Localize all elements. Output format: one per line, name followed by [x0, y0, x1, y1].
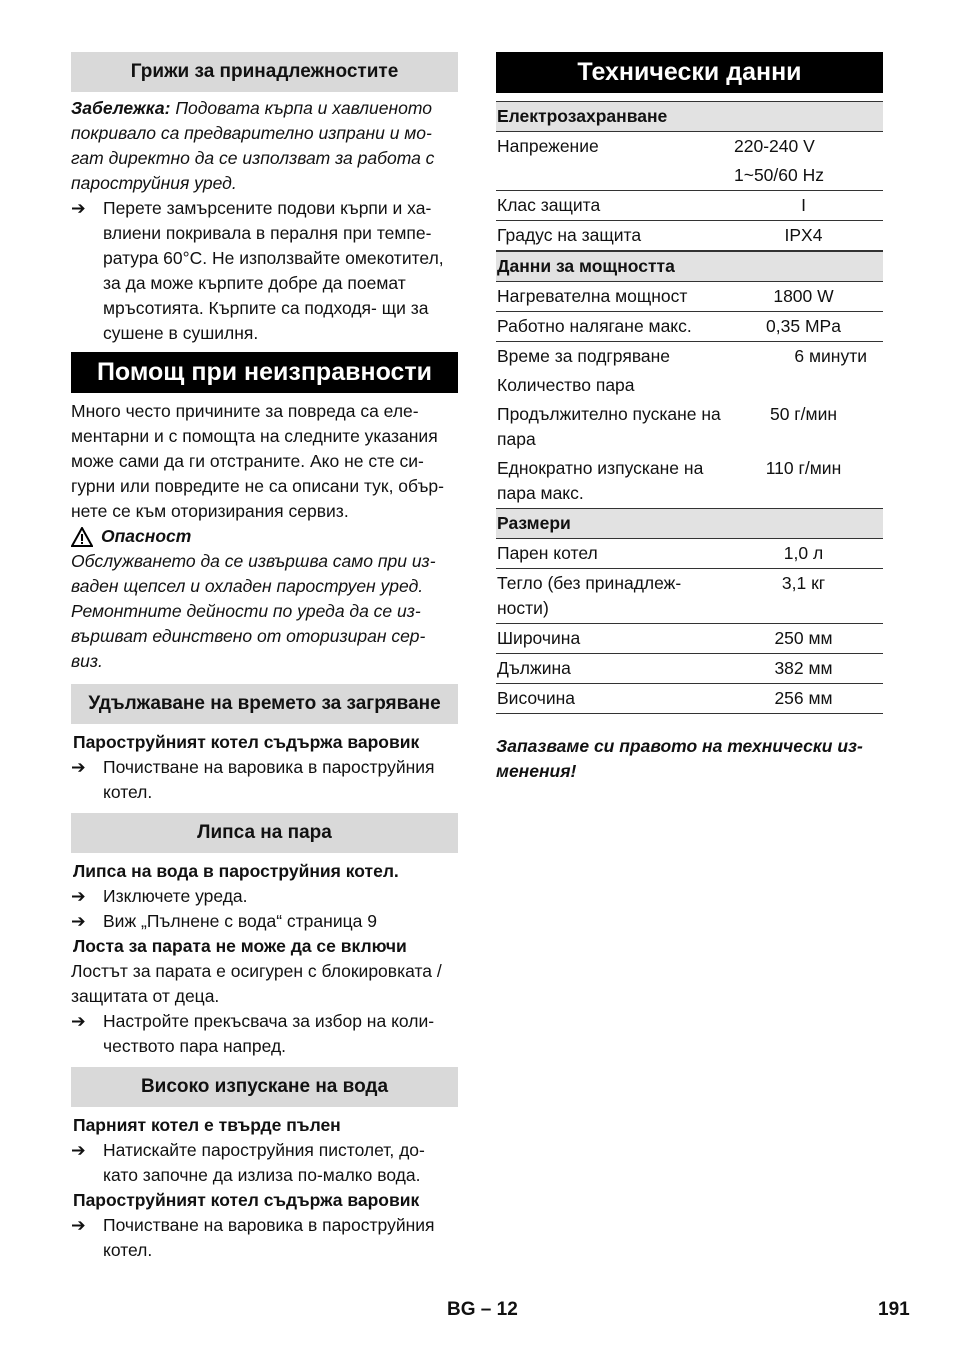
table-row: Количество пара: [497, 375, 635, 395]
nosteam-bullet-3: ➔ Настройте прекъсвача за избор на коли- чеството пара напред.: [71, 1009, 458, 1059]
table-row: 1~50/60 Hz: [496, 161, 883, 191]
nosteam-text: Лостът за парата е осигурен с блокировката / защитата от деца.: [71, 961, 442, 1006]
right-column: [496, 52, 883, 784]
water-heading: Високо изпускане на вода: [71, 1067, 458, 1107]
trouble-intro: Много често причините за повреда са еле- ментарни и с помощта на следните указания може сами да ги отстраните. Ако не сте си- гурни или повредите не са описани тук, обър- нете се към оторизирания сервиз.: [71, 401, 444, 521]
heating-heading: Удължаване на времето за загряване: [71, 684, 458, 724]
water-bullet-1: ➔ Натискайте пароструйния пистолет, до- като започне да излиза по-малко вода.: [71, 1138, 458, 1188]
warning-triangle-icon: [71, 527, 93, 547]
reserve-note: Запазваме си правото на технически из- менения!: [496, 736, 863, 781]
table-row: Клас защита I: [496, 191, 883, 221]
water-subheading-2: Пароструйният котел съдържа варовик: [73, 1190, 420, 1210]
care-heading: Грижи за принадлежностите: [71, 52, 458, 92]
heating-bullet: ➔ Почистване на варовика в пароструйния котел.: [71, 755, 458, 805]
danger-label: Опасност: [71, 524, 458, 549]
water-bullet-2: ➔ Почистване на варовика в пароструйния котел.: [71, 1213, 458, 1263]
page-label: BG – 12: [447, 1299, 518, 1320]
section-dimensions: Размери: [496, 508, 883, 539]
danger-text: Обслужването да се извършва само при из- ваден щепсел и охладен пароструен уред. Ремонтните дейности по уреда да се из- вършват единствено от оторизиран сер- виз.: [71, 551, 436, 671]
care-bullet: ➔ Перете замърсените подови кърпи и ха- влиени покривала в пералня при темпе- ратура 60°C. Не използвайте омекотител, за да може кърпите добре да поемат мръсотията. Кърпите са подходя- щи за сушене в сушилня.: [71, 196, 458, 346]
tech-heading: Технически данни: [496, 52, 883, 93]
table-row: Градус на защита IPX4: [496, 221, 883, 251]
table-row: Нагревателна мощност 1800 W: [496, 282, 883, 312]
table-row: Работно налягане макс. 0,35 MPa: [496, 312, 883, 342]
trouble-heading: Помощ при неизправности: [71, 352, 458, 393]
arrow-right-icon: ➔: [71, 1215, 86, 1235]
table-row: Продължително пускане на пара 50 г/мин: [497, 404, 838, 449]
tech-data-table: [496, 101, 883, 714]
arrow-right-icon: ➔: [71, 911, 86, 931]
section-performance: Данни за мощността: [496, 251, 883, 282]
note-paragraph: Забележка: Подовата кърпа и хавлиеното покривало са предварително изпрани и мо- гат директно да се използват за работа с пароструйния уред.: [71, 98, 435, 193]
nosteam-bullet-2: ➔ Виж „Пълнене с вода“ страница 9: [71, 909, 458, 934]
table-row: Тегло (без принадлеж- ности) 3,1 кг: [496, 569, 883, 624]
table-row: Височина 256 мм: [496, 684, 883, 714]
arrow-right-icon: ➔: [71, 198, 86, 218]
water-subheading-1: Парният котел е твърде пълен: [73, 1115, 341, 1135]
table-row: Еднократно изпускане на пара макс. 110 г/мин: [497, 458, 842, 503]
arrow-right-icon: ➔: [71, 886, 86, 906]
table-row: Дължина 382 мм: [496, 654, 883, 684]
arrow-right-icon: ➔: [71, 1011, 86, 1031]
page-number: 191: [878, 1299, 910, 1320]
nosteam-subheading-2: Лоста за парата не може да се включи: [73, 936, 407, 956]
heating-subheading: Пароструйният котел съдържа варовик: [73, 732, 420, 752]
table-row: Парен котел 1,0 л: [496, 539, 883, 569]
left-column: [71, 52, 458, 1263]
nosteam-subheading-1: Липса на вода в пароструйния котел.: [73, 861, 399, 881]
arrow-right-icon: ➔: [71, 757, 86, 777]
arrow-right-icon: ➔: [71, 1140, 86, 1160]
table-row: Напрежение 220-240 V: [497, 136, 815, 156]
nosteam-heading: Липса на пара: [71, 813, 458, 853]
nosteam-bullet-1: ➔ Изключете уреда.: [71, 884, 458, 909]
table-row: Време за подгряване 6 минути: [497, 346, 867, 366]
table-row: Широчина 250 мм: [496, 624, 883, 654]
section-power: Електрозахранване: [496, 101, 883, 132]
